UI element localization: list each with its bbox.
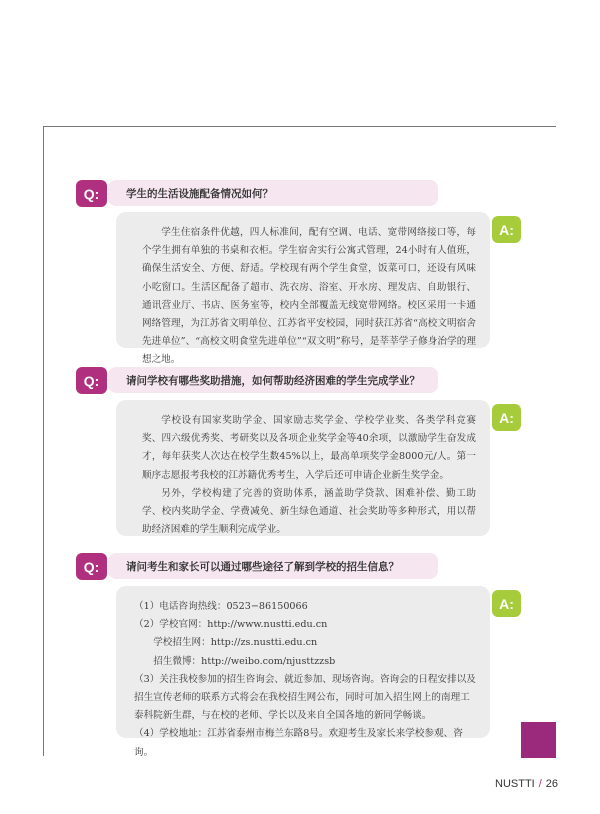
question-1: 学生的生活设施配备情况如何？ (108, 180, 438, 206)
question-3: 请问考生和家长可以通过哪些途径了解到学校的招生信息？ (108, 553, 438, 579)
question-2: 请问学校有哪些奖助措施，如何帮助经济困难的学生完成学业？ (108, 367, 438, 393)
answer-2 (116, 400, 490, 536)
answer-3-line-1: （1）电话咨询热线：0523−86150066 (134, 601, 308, 612)
page-number: 26 (545, 778, 559, 790)
answer-badge-3: A: (492, 590, 521, 617)
answer-2-paragraph-2: 另外，学校构建了完善的资助体系，涵盖助学贷款、困难补偿、勤工助学、校内奖助学金、学费减免、新生绿色通道、社会奖助等多种形式，用以帮助经济困难的学生顺利完成学业。 (142, 487, 476, 536)
page-footer (495, 778, 558, 790)
answer-badge-2: A: (492, 404, 521, 431)
answer-3-line-2: （2）学校官网：http://www.nustti.edu.cn (134, 619, 328, 631)
question-badge-2: Q: (76, 367, 107, 394)
question-badge-1: Q: (76, 180, 107, 207)
footer-brand: NUSTTI (495, 778, 535, 790)
question-badge-3: Q: (76, 553, 107, 580)
answer-badge-1: A: (492, 216, 521, 243)
answer-3-line-5: （3）关注我校参加的招生咨询会、就近参加、现场咨询。咨询会的日程安排以及招生宣传老师的联系方式将会在我校招生网公布，同时可加入招生网上的南理工泰科院新生群，与在校的老师、学长以及来自全国各地的新同学畅谈。 (134, 673, 476, 722)
answer-3-line-3: 学校招生网：http://zs.nustti.edu.cn (153, 637, 318, 649)
answer-3 (116, 586, 490, 758)
corner-accent-block (521, 722, 556, 758)
answer-3-line-4: 招生微博：http://weibo.com/njusttzzsb (153, 655, 336, 667)
footer-separator: / (538, 778, 542, 790)
answer-3-line-6: （4）学校地址：江苏省泰州市梅兰东路8号。欢迎考生及家长来学校参观、咨询。 (134, 728, 463, 758)
answer-2-paragraph-1: 学校设有国家奖助学金、国家励志奖学金、学校学业奖、各类学科竞赛奖、四六级优秀奖、考研奖以及各项企业奖学金等40余项，以激励学生奋发成才，每年获奖人次达在校学生数45%以上，最高单项奖学金8000元/人。第一顺序志愿报考我校的江苏籍优秀考生，入学后还可申请企业新生奖学金。 (142, 415, 476, 481)
answer-1 (116, 212, 490, 366)
answer-1-paragraph-1: 学生住宿条件优越，四人标准间，配有空调、电话、宽带网络接口等，每个学生拥有单独的书桌和衣柜。学生宿舍实行公寓式管理，24小时有人值班，确保生活安全、方便、舒适。学校现有两个学生食堂，饭菜可口，还设有风味小吃窗口。生活区配备了超市、洗衣房、浴室、开水房、理发店、自助银行、通讯营业厅、书店、医务室等，校内全部覆盖无线宽带网络。校区采用一卡通网络管理，为江苏省文明单位、江苏省平安校园，同时获江苏省“高校文明宿舍先进单位”、“高校文明食堂先进单位”“双文明”称号，是莘莘学子修身治学的理想之地。 (142, 227, 476, 366)
